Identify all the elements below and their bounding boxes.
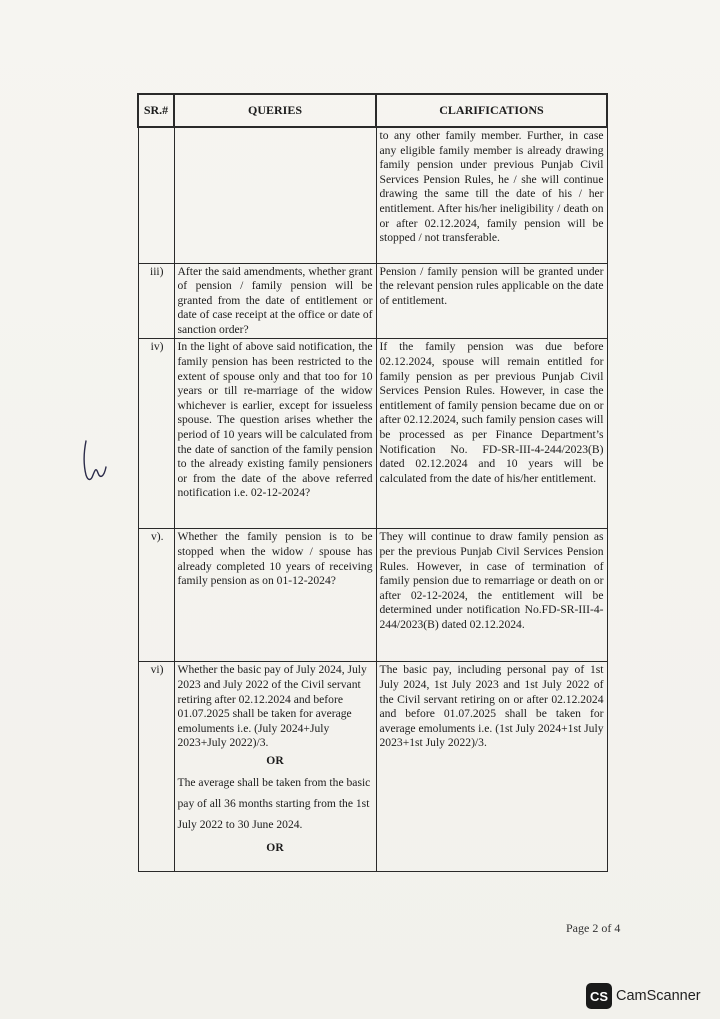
row-sr: v). xyxy=(138,529,174,662)
header-queries: QUERIES xyxy=(174,94,376,127)
camscanner-logo-icon: CS xyxy=(586,983,612,1009)
camscanner-brand: CamScanner xyxy=(616,988,701,1004)
table-row xyxy=(138,263,607,339)
row-clarification: They will continue to draw family pension as per the previous Punjab Civil Services Pension Rules. However, in case of termination of family pension due to remarriage or death on or after 02-12-2024, the entitlement will be determined under notification No.FD-SR-III-4-244/2023(B) dated 02.12.2024. xyxy=(376,529,607,662)
table-row xyxy=(138,339,607,529)
camscanner-watermark xyxy=(586,982,701,1010)
row-clarification: If the family pension was due before 02.12.2024, spouse will remain entitled for family pension as per previous Punjab Civil Services Pension Rules. However, in case the entitlement of family pension became due on or after 02.12.2024, such family pension cases will be processed as per Finance Department’s Notification No. FD-SR-III-4-244/2023(B) dated 02.12.2024 and 10 years will be calculated from the date of his/her entitlement. xyxy=(376,339,607,529)
row-query: After the said amendments, whether grant of pension / family pension will be granted from the date of entitlement or date of case receipt at the office or date of sanction order? xyxy=(174,263,376,339)
row-clarification: Pension / family pension will be granted under the relevant pension rules applicable on the date of entitlement. xyxy=(376,263,607,339)
row-query xyxy=(174,662,376,872)
header-clarifications: CLARIFICATIONS xyxy=(376,94,607,127)
row-clarification: The basic pay, including personal pay of 1st July 2024, 1st July 2023 and 1st July 2022 of the Civil servant retiring on or after 02.12.2024 and before 01.07.2025 shall be taken for average emoluments i.e. (1st July 2024+1st July 2023+1st July 2022)/3. xyxy=(376,662,607,872)
or-separator: OR xyxy=(266,754,284,768)
queries-table xyxy=(137,93,608,872)
row-clarification: to any other family member. Further, in case any eligible family member is already drawing family pension under previous Punjab Civil Services Pension Rules, he / she will continue drawing the same till the date of his / her entitlement. After his/her ineligibility / death on or after 02.12.2024, family pension will be stopped / not transferable. xyxy=(376,127,607,263)
row-query: Whether the family pension is to be stopped when the widow / spouse has already completed 10 years of receiving family pension as on 01-12-2024? xyxy=(174,529,376,662)
table-header-row xyxy=(138,94,607,127)
handwritten-mark-icon xyxy=(80,437,114,485)
header-sr: SR.# xyxy=(138,94,174,127)
table-row xyxy=(138,127,607,263)
table-row xyxy=(138,662,607,872)
or-separator: OR xyxy=(266,840,284,854)
row-sr: iii) xyxy=(138,263,174,339)
row-query xyxy=(174,127,376,263)
row-sr: iv) xyxy=(138,339,174,529)
row-sr: vi) xyxy=(138,662,174,872)
table-row xyxy=(138,529,607,662)
row-sr xyxy=(138,127,174,263)
query-part-1: Whether the basic pay of July 2024, July 2023 and July 2022 of the Civil servant retiring after 02.12.2024 and before 01.07.2025 shall be taken for average emoluments i.e. (July 2024+July 2023+July 2022)/3. xyxy=(177,663,367,750)
page-number: Page 2 of 4 xyxy=(566,921,621,935)
query-part-2: The average shall be taken from the basic pay of all 36 months starting from the 1st July 2022 to 30 June 2024. xyxy=(177,775,371,831)
row-query: In the light of above said notification, the family pension has been restricted to the extent of spouse only and that too for 10 years or till re-marriage of the widow whichever is earlier, except for issueless spouse. The question arises whether the period of 10 years will be calculated from the date of sanction of the family pension to the already existing family pensioners or from the date of the above referred notification i.e. 02-12-2024? xyxy=(174,339,376,529)
